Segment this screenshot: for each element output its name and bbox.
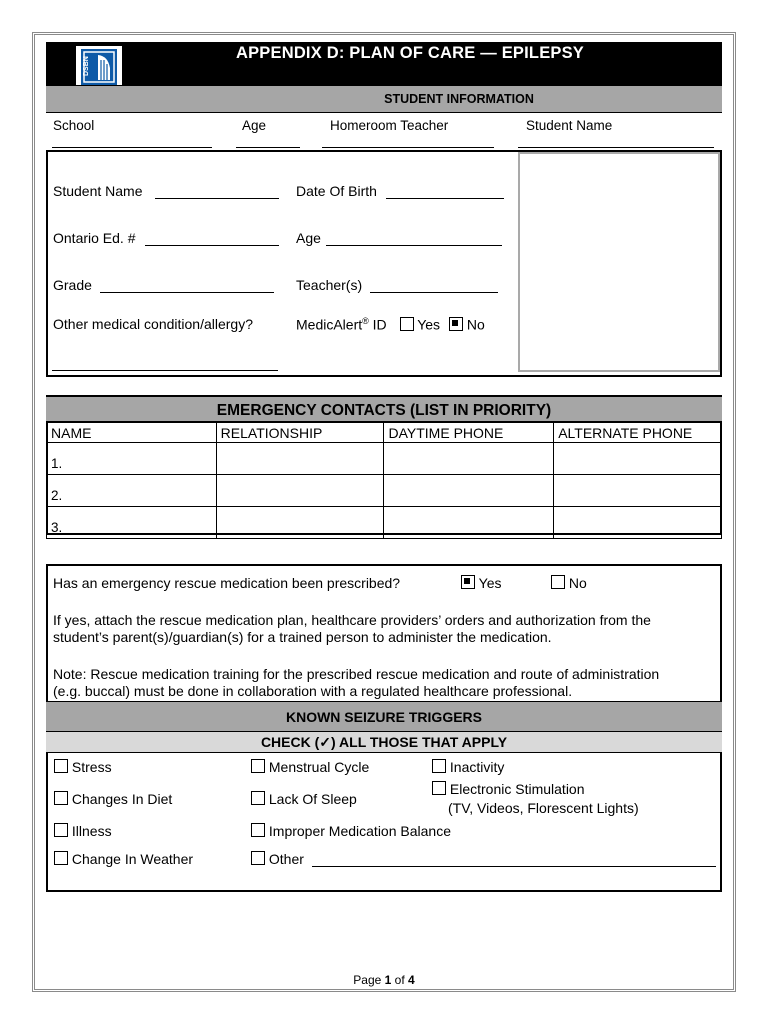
col-daytime-phone-header: DAYTIME PHONE — [384, 423, 554, 443]
emergency-contacts-table — [46, 422, 722, 539]
student-information-heading — [46, 85, 722, 113]
col-relationship-header: RELATIONSHIP — [216, 423, 384, 443]
age-label: Age — [242, 118, 267, 133]
contact-1-daytime-phone-cell[interactable] — [384, 443, 554, 475]
electronic-stimulation-detail: (TV, Videos, Florescent Lights) — [448, 800, 639, 816]
inactivity-checkbox[interactable] — [432, 759, 446, 773]
rescue-yes-checkbox[interactable] — [461, 575, 475, 589]
medicalert-no-label: No — [466, 316, 485, 333]
contact-3-daytime-phone-cell[interactable] — [384, 507, 554, 539]
inactivity-label: Inactivity — [449, 759, 505, 775]
trigger-menstrual — [251, 759, 369, 775]
contact-2-relationship-cell[interactable] — [216, 475, 384, 507]
rescue-no-label: No — [568, 575, 587, 591]
changes-in-diet-label: Changes In Diet — [71, 791, 173, 807]
trigger-improper-medication — [251, 823, 451, 839]
page-of: of — [391, 973, 409, 987]
electronic-stimulation-label: Electronic Stimulation — [449, 781, 585, 797]
rescue-note-line-1: Note: Rescue medication training for the prescribed rescue medication and route of administration — [53, 666, 660, 682]
medicalert-reg-mark: ® — [362, 316, 369, 326]
row-number: 1. — [51, 456, 63, 471]
school-label: School — [53, 118, 95, 133]
medicalert-no-checkbox[interactable] — [449, 317, 463, 331]
contact-2-name-cell[interactable] — [47, 475, 217, 507]
grade-label: Grade — [53, 277, 92, 293]
lack-of-sleep-label: Lack Of Sleep — [268, 791, 357, 807]
contact-1-name-cell[interactable] — [47, 443, 217, 475]
page-number — [0, 973, 768, 987]
rescue-note-line-2: (e.g. buccal) must be done in collaboration with a regulated healthcare professional. — [53, 683, 573, 699]
seizure-triggers-heading-text: KNOWN SEIZURE TRIGGERS — [285, 709, 482, 725]
school-field[interactable] — [52, 147, 212, 148]
emergency-contacts-heading-text: EMERGENCY CONTACTS (LIST IN PRIORITY) — [216, 402, 552, 419]
dob-field[interactable] — [386, 198, 504, 199]
contact-2-daytime-phone-cell[interactable] — [384, 475, 554, 507]
page-total: 4 — [408, 973, 415, 987]
contact-3-alternate-phone-cell[interactable] — [554, 507, 722, 539]
seizure-triggers-subheading — [46, 732, 722, 753]
rescue-question: Has an emergency rescue medication been prescribed? — [53, 575, 401, 591]
student-name-field[interactable] — [155, 198, 279, 199]
teachers-label: Teacher(s) — [296, 277, 363, 293]
homeroom-teacher-label: Homeroom Teacher — [330, 118, 449, 133]
svg-text:DSBN: DSBN — [83, 56, 90, 76]
trigger-changes-in-diet — [54, 791, 172, 807]
student-information-heading-text: STUDENT INFORMATION — [384, 92, 534, 106]
contact-3-name-cell[interactable] — [47, 507, 217, 539]
grade-field[interactable] — [100, 292, 274, 293]
medicalert-row — [296, 316, 485, 333]
other-checkbox[interactable] — [251, 851, 265, 865]
illness-checkbox[interactable] — [54, 823, 68, 837]
rescue-yes-label: Yes — [478, 575, 502, 591]
col-alternate-phone-header: ALTERNATE PHONE — [554, 423, 722, 443]
medicalert-yes-checkbox[interactable] — [400, 317, 414, 331]
dob-label: Date Of Birth — [296, 183, 377, 199]
medicalert-label: MedicAlert — [296, 316, 363, 333]
col-name-header: NAME — [47, 423, 217, 443]
other-label: Other — [268, 851, 304, 867]
contact-3-relationship-cell[interactable] — [216, 507, 384, 539]
illness-label: Illness — [71, 823, 112, 839]
student-name-header-label: Student Name — [526, 118, 613, 133]
improper-medication-checkbox[interactable] — [251, 823, 265, 837]
contact-1-alternate-phone-cell[interactable] — [554, 443, 722, 475]
page-current: 1 — [384, 973, 392, 987]
age-field[interactable] — [236, 147, 300, 148]
trigger-stress — [54, 759, 112, 775]
ontario-ed-label: Ontario Ed. # — [53, 230, 136, 246]
photo-box[interactable] — [518, 152, 720, 372]
emergency-contacts-header-row — [47, 423, 722, 443]
age-detail-field[interactable] — [326, 245, 502, 246]
stress-checkbox[interactable] — [54, 759, 68, 773]
table-row — [47, 507, 722, 539]
contact-1-relationship-cell[interactable] — [216, 443, 384, 475]
trigger-other — [251, 851, 304, 867]
teachers-field[interactable] — [370, 292, 498, 293]
menstrual-checkbox[interactable] — [251, 759, 265, 773]
other-field[interactable] — [312, 866, 716, 867]
trigger-lack-of-sleep — [251, 791, 357, 807]
page-title: APPENDIX D: PLAN OF CARE — EPILEPSY — [235, 44, 585, 62]
trigger-change-in-weather — [54, 851, 193, 867]
menstrual-label: Menstrual Cycle — [268, 759, 370, 775]
student-name-label: Student Name — [53, 183, 143, 199]
table-row — [47, 475, 722, 507]
medicalert-yes-label: Yes — [417, 316, 441, 333]
row-number: 3. — [51, 520, 63, 535]
rescue-instructions-line-1: If yes, attach the rescue medication plan, healthcare providers’ orders and authorization from the — [53, 612, 651, 628]
row-number: 2. — [51, 488, 63, 503]
other-medical-label: Other medical condition/allergy? — [53, 316, 253, 332]
page-prefix: Page — [353, 973, 385, 987]
rescue-instructions-line-2: student’s parent(s)/guardian(s) for a trained person to administer the medication. — [53, 629, 552, 645]
homeroom-teacher-field[interactable] — [322, 147, 494, 148]
seizure-triggers-subheading-text: CHECK (✓) ALL THOSE THAT APPLY — [260, 734, 508, 750]
rescue-no-checkbox[interactable] — [551, 575, 565, 589]
change-in-weather-label: Change In Weather — [71, 851, 194, 867]
age-detail-label: Age — [296, 230, 321, 246]
rescue-yes-option — [461, 575, 501, 591]
improper-medication-label: Improper Medication Balance — [268, 823, 451, 839]
trigger-inactivity — [432, 759, 504, 775]
student-name-header-field[interactable] — [518, 147, 714, 148]
other-medical-field[interactable] — [52, 370, 278, 371]
ontario-ed-field[interactable] — [145, 245, 279, 246]
medicalert-id-label: ID — [368, 316, 387, 333]
trigger-electronic-stimulation — [432, 781, 585, 797]
trigger-illness — [54, 823, 112, 839]
lack-of-sleep-checkbox[interactable] — [251, 791, 265, 805]
table-row — [47, 443, 722, 475]
seizure-triggers-heading — [46, 701, 722, 732]
change-in-weather-checkbox[interactable] — [54, 851, 68, 865]
rescue-no-option — [551, 575, 587, 591]
stress-label: Stress — [71, 759, 112, 775]
contact-2-alternate-phone-cell[interactable] — [554, 475, 722, 507]
changes-in-diet-checkbox[interactable] — [54, 791, 68, 805]
emergency-contacts-heading — [46, 395, 722, 422]
electronic-stimulation-checkbox[interactable] — [432, 781, 446, 795]
